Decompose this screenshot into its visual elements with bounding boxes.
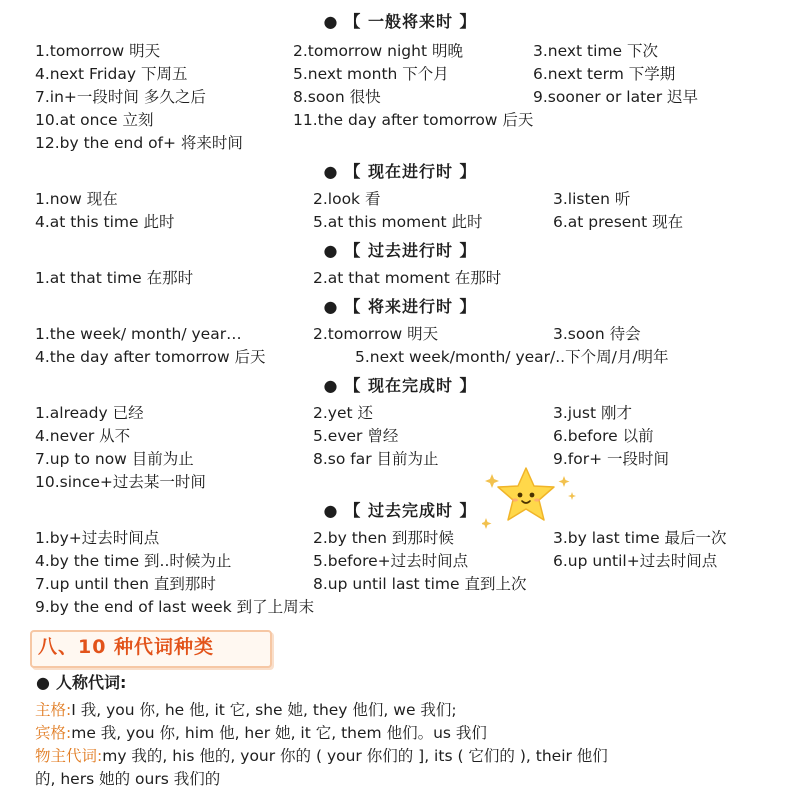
list-item: 1.at that time 在那时 (35, 269, 194, 287)
list-item: 6.up until+过去时间点 (553, 552, 718, 570)
section-heading-present-continuous: ● 【 现在进行时 】 (323, 162, 477, 181)
list-item: 5.at this moment 此时 (313, 213, 483, 231)
bullet-icon: ● (323, 162, 339, 181)
bullet-icon: ● (323, 12, 339, 31)
list-item: 2.at that moment 在那时 (313, 269, 502, 287)
list-item: 3.next time 下次 (533, 42, 658, 60)
list-item: 8.so far 目前为止 (313, 450, 439, 468)
bullet-icon: ● (323, 297, 339, 316)
list-item: 9.by the end of last week 到了上周末 (35, 598, 315, 616)
table-row (0, 271, 800, 291)
list-item: 3.by last time 最后一次 (553, 529, 727, 547)
table-row (0, 90, 800, 110)
star-mascot-icon (482, 462, 582, 532)
list-item: 4.next Friday 下周五 (35, 65, 188, 83)
list-item: 2.tomorrow night 明晚 (293, 42, 463, 60)
list-item: 1.already 已经 (35, 404, 144, 422)
list-item: 10.since+过去某一时间 (35, 473, 206, 491)
section-heading-past-continuous: ● 【 过去进行时 】 (323, 241, 477, 260)
table-row (0, 113, 800, 133)
list-item: 5.next month 下个月 (293, 65, 449, 83)
section-eight-title-box (30, 630, 272, 668)
list-item: 1.now 现在 (35, 190, 118, 208)
list-item: 9.for+ 一段时间 (553, 450, 670, 468)
list-item: 2.look 看 (313, 190, 381, 208)
list-item: 5.ever 曾经 (313, 427, 399, 445)
table-row (0, 452, 800, 472)
list-item: 7.up to now 目前为止 (35, 450, 194, 468)
list-item: 6.at present 现在 (553, 213, 684, 231)
table-row (0, 327, 800, 347)
list-item: 3.soon 待会 (553, 325, 641, 343)
list-item: 11.the day after tomorrow 后天 (293, 111, 534, 129)
list-item: 4.at this time 此时 (35, 213, 175, 231)
table-row (0, 350, 800, 370)
list-item: 4.never 从不 (35, 427, 131, 445)
pronoun-line-possessive (35, 749, 608, 765)
table-row (0, 215, 800, 235)
pronoun-text: I 我, you 你, he 他, it 它, she 她, they 他们, we 我们; (71, 701, 457, 719)
pronoun-line-subjective (35, 703, 457, 719)
table-row (0, 600, 800, 620)
bullet-icon: ● (36, 673, 50, 692)
list-item: 8.up until last time 直到上次 (313, 575, 527, 593)
list-item: 6.next term 下学期 (533, 65, 676, 83)
list-item: 3.just 刚才 (553, 404, 632, 422)
pronoun-label: 物主代词: (35, 747, 103, 765)
pronoun-line-possessive-continued (35, 772, 220, 788)
list-item: 2.tomorrow 明天 (313, 325, 439, 343)
table-row (0, 554, 800, 574)
section-heading-future-continuous: ● 【 将来进行时 】 (323, 297, 477, 316)
pronoun-line-objective (35, 726, 487, 742)
list-item: 1.the week/ month/ year… (35, 325, 242, 343)
section-eight-title: 八、10 种代词种类 (38, 636, 215, 658)
list-item: 3.listen 听 (553, 190, 631, 208)
list-item: 8.soon 很快 (293, 88, 381, 106)
pronoun-text: me 我, you 你, him 他, her 她, it 它, them 他们。us 我们 (71, 724, 487, 742)
list-item: 1.tomorrow 明天 (35, 42, 161, 60)
section-heading-present-perfect: ● 【 现在完成时 】 (323, 376, 477, 395)
table-row (0, 475, 800, 495)
list-item: 9.sooner or later 迟早 (533, 88, 698, 106)
list-item: 4.the day after tomorrow 后天 (35, 348, 266, 366)
pronoun-text: my 我的, his 他的, your 你的 ( your 你们的 ], its ( 它们的 ), their 他们 (102, 747, 608, 765)
pronoun-text: 的, hers 她的 ours 我们的 (35, 770, 221, 788)
list-item: 1.by+过去时间点 (35, 529, 160, 547)
table-row (0, 429, 800, 449)
list-item: 6.before 以前 (553, 427, 654, 445)
list-item: 10.at once 立刻 (35, 111, 154, 129)
section-heading-simple-future: ● 【 一般将来时 】 (323, 12, 477, 31)
list-item: 2.yet 还 (313, 404, 374, 422)
table-row (0, 136, 800, 156)
pronoun-label: 主格: (35, 701, 72, 719)
bullet-icon: ● (323, 241, 339, 260)
bullet-icon: ● (323, 501, 339, 520)
table-row (0, 577, 800, 597)
list-item: 4.by the time 到..时候为止 (35, 552, 232, 570)
list-item: 7.up until then 直到那时 (35, 575, 216, 593)
section-heading-past-perfect: ● 【 过去完成时 】 (323, 501, 477, 520)
table-row (0, 67, 800, 87)
list-item: 7.in+一段时间 多久之后 (35, 88, 206, 106)
pronoun-label: 宾格: (35, 724, 72, 742)
subheading-personal-pronouns: ● 人称代词: (36, 673, 127, 692)
list-item: 2.by then 到那时候 (313, 529, 454, 547)
list-item: 5.before+过去时间点 (313, 552, 469, 570)
list-item: 5.next week/month/ year/..下个周/月/明年 (355, 348, 669, 366)
table-row (0, 406, 800, 426)
list-item: 12.by the end of+ 将来时间 (35, 134, 243, 152)
table-row (0, 44, 800, 64)
table-row (0, 192, 800, 212)
table-row (0, 531, 800, 551)
bullet-icon: ● (323, 376, 339, 395)
